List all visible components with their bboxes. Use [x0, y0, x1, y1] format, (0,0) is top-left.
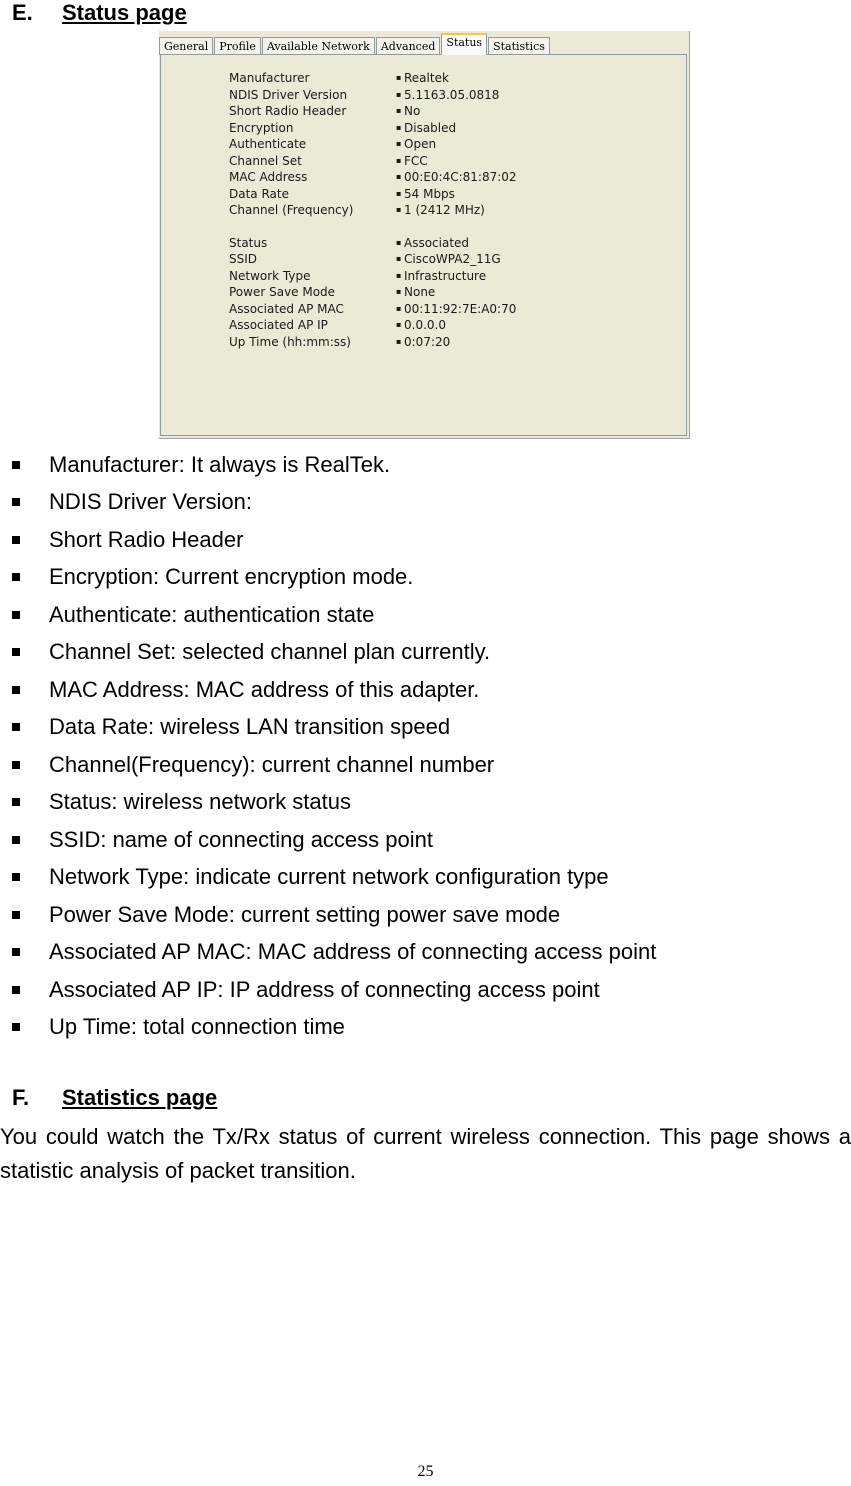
square-bullet-icon	[12, 986, 20, 994]
list-item-text: Status: wireless network status	[49, 789, 352, 815]
status-tab-panel	[160, 54, 687, 436]
list-item	[0, 1009, 656, 1047]
list-item-text: Associated AP IP: IP address of connecting access point	[49, 976, 600, 1002]
list-item-text: Short Radio Header	[49, 526, 244, 552]
list-item	[0, 559, 656, 597]
status-dialog-screenshot	[159, 31, 690, 439]
status-bullet: ▪	[396, 336, 402, 346]
tab-bar	[159, 31, 689, 55]
status-label: MAC Address	[229, 170, 308, 184]
status-label: Manufacturer	[229, 71, 310, 85]
status-value: Infrastructure	[404, 268, 487, 283]
list-item	[0, 746, 656, 784]
status-value: 1 (2412 MHz)	[404, 203, 485, 217]
tab-advanced[interactable]: Advanced	[376, 37, 441, 55]
status-bullet: ▪	[396, 155, 402, 165]
status-row-network-type	[229, 268, 517, 285]
section-e-heading	[12, 0, 187, 26]
status-row-data-rate	[229, 186, 517, 203]
square-bullet-icon	[12, 498, 20, 506]
status-row-status	[229, 235, 517, 252]
page-number: 25	[417, 1463, 434, 1480]
status-bullet: ▪	[396, 188, 402, 198]
status-label: Status	[229, 235, 268, 250]
tab-statistics[interactable]: Statistics	[488, 37, 550, 55]
status-row-short-radio-header	[229, 103, 517, 120]
status-row-ssid	[229, 251, 517, 268]
status-row-ndis-driver-version	[229, 87, 517, 104]
section-e-letter: E.	[12, 0, 33, 25]
status-bullet: ▪	[396, 303, 402, 313]
status-value: FCC	[404, 153, 428, 168]
square-bullet-icon	[12, 948, 20, 956]
status-value: None	[404, 285, 436, 299]
list-item	[0, 896, 656, 934]
list-item-text: Manufacturer: It always is RealTek.	[49, 451, 391, 477]
list-item-text: Power Save Mode: current setting power save mode	[49, 901, 561, 927]
status-label: Short Radio Header	[229, 104, 347, 118]
square-bullet-icon	[12, 536, 20, 544]
square-bullet-icon	[12, 836, 20, 844]
status-label: NDIS Driver Version	[229, 87, 348, 102]
status-bullet: ▪	[396, 254, 402, 263]
list-item-text: Encryption: Current encryption mode.	[49, 564, 414, 590]
tab-available-network[interactable]: Available Network	[262, 37, 375, 55]
square-bullet-icon	[12, 1023, 20, 1031]
status-value: 0.0.0.0	[404, 318, 446, 332]
status-row-up-time	[229, 334, 517, 351]
list-item-text: Channel(Frequency): current channel number	[49, 751, 495, 777]
status-value: Disabled	[404, 120, 457, 135]
status-value: Associated	[404, 235, 470, 250]
list-item	[0, 821, 656, 859]
status-label: Encryption	[229, 120, 294, 135]
list-item	[0, 521, 656, 559]
status-bullet: ▪	[396, 205, 402, 214]
section-f-heading	[12, 1085, 217, 1111]
status-value: 5.1163.05.0818	[404, 87, 500, 102]
list-item	[0, 446, 656, 484]
status-bullet: ▪	[396, 287, 402, 296]
status-row-associated-ap-ip	[229, 317, 517, 334]
field-description-list	[0, 446, 656, 1046]
status-value: 0:07:20	[404, 334, 451, 349]
square-bullet-icon	[12, 798, 20, 806]
status-value: 54 Mbps	[404, 186, 455, 201]
square-bullet-icon	[12, 648, 20, 656]
list-item-text: Up Time: total connection time	[49, 1014, 345, 1040]
status-bullet: ▪	[396, 172, 402, 181]
list-item	[0, 784, 656, 822]
status-row-power-save-mode	[229, 284, 517, 301]
status-bullet: ▪	[396, 270, 402, 280]
status-value: 00:11:92:7E:A0:70	[404, 301, 517, 316]
square-bullet-icon	[12, 573, 20, 581]
status-row-channel-set	[229, 153, 517, 170]
list-item-text: NDIS Driver Version:	[49, 489, 252, 515]
list-item-text: Channel Set: selected channel plan currently.	[49, 639, 491, 665]
status-label: Associated AP MAC	[229, 301, 344, 316]
list-item	[0, 596, 656, 634]
status-label: Up Time (hh:mm:ss)	[229, 334, 351, 349]
square-bullet-icon	[12, 686, 20, 694]
status-label: Channel (Frequency)	[229, 203, 354, 217]
list-item	[0, 671, 656, 709]
status-value: CiscoWPA2_11G	[404, 252, 501, 266]
status-bullet: ▪	[396, 106, 402, 115]
list-item	[0, 934, 656, 972]
list-item-text: MAC Address: MAC address of this adapter.	[49, 676, 480, 702]
status-row-authenticate	[229, 136, 517, 153]
status-value: Realtek	[404, 71, 449, 85]
square-bullet-icon	[12, 461, 20, 469]
section-f-title: Statistics page	[62, 1085, 218, 1110]
status-bullet: ▪	[396, 73, 402, 82]
list-item	[0, 634, 656, 672]
tab-general[interactable]: General	[159, 37, 213, 55]
section-e-title: Status page	[62, 0, 187, 25]
square-bullet-icon	[12, 761, 20, 769]
section-f-letter: F.	[12, 1085, 30, 1110]
tab-profile[interactable]: Profile	[214, 37, 261, 55]
status-row-mac-address	[229, 169, 517, 186]
status-bullet: ▪	[396, 320, 402, 329]
list-item-text: Data Rate: wireless LAN transition speed	[49, 714, 451, 740]
status-info-list	[229, 70, 517, 350]
status-bullet: ▪	[396, 122, 402, 132]
list-item-text: Authenticate: authentication state	[49, 601, 375, 627]
list-item	[0, 484, 656, 522]
status-label: Network Type	[229, 268, 311, 283]
status-label: Associated AP IP	[229, 318, 328, 332]
list-item	[0, 709, 656, 747]
square-bullet-icon	[12, 873, 20, 881]
statistics-description-paragraph: You could watch the Tx/Rx status of current wireless connection. This page shows a statistic analysis of packet transition.	[0, 1124, 851, 1183]
list-item	[0, 971, 656, 1009]
status-label: SSID	[229, 252, 258, 266]
status-value: Open	[404, 137, 437, 151]
status-label: Data Rate	[229, 186, 289, 201]
status-label: Authenticate	[229, 137, 307, 151]
status-bullet: ▪	[396, 139, 402, 148]
status-row-channel-frequency	[229, 202, 517, 219]
square-bullet-icon	[12, 611, 20, 619]
status-value: No	[404, 104, 421, 118]
status-row-associated-ap-mac	[229, 301, 517, 318]
status-row-manufacturer	[229, 70, 517, 87]
status-value: 00:E0:4C:81:87:02	[404, 170, 517, 184]
status-label: Power Save Mode	[229, 285, 336, 299]
list-item-text: Network Type: indicate current network configuration type	[49, 864, 609, 890]
tab-status[interactable]: Status	[441, 33, 487, 55]
square-bullet-icon	[12, 911, 20, 919]
status-label: Channel Set	[229, 153, 302, 168]
list-item-text: SSID: name of connecting access point	[49, 826, 433, 852]
status-bullet: ▪	[396, 89, 402, 99]
list-item-text: Associated AP MAC: MAC address of connecting access point	[49, 939, 657, 965]
status-row-encryption	[229, 120, 517, 137]
list-item	[0, 859, 656, 897]
square-bullet-icon	[12, 723, 20, 731]
status-bullet: ▪	[396, 237, 402, 247]
status-group-spacer	[229, 219, 517, 235]
